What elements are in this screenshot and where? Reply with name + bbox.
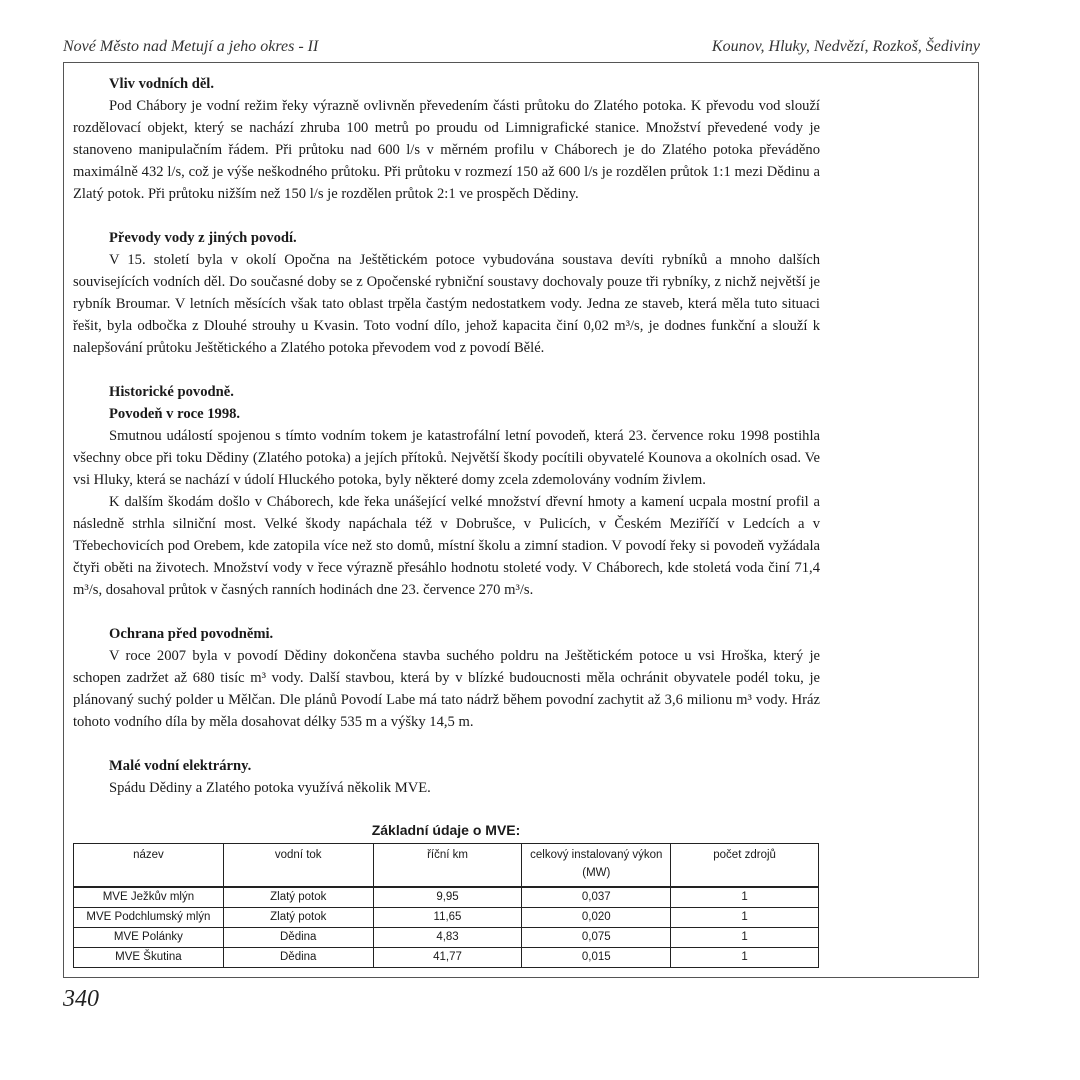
table-row	[74, 908, 819, 928]
table-cell: Dědina	[223, 928, 373, 948]
table-cell: 4,83	[373, 928, 522, 948]
column-header: říční km	[373, 844, 522, 888]
mve-table	[73, 843, 819, 968]
header-book-title: Nové Město nad Metují a jeho okres - II	[63, 38, 319, 55]
table-row	[74, 887, 819, 908]
paragraph: V roce 2007 byla v povodí Dědiny dokončena stavba suchého poldru na Ještětickém potoce u vsi Hroška, který je schopen zadržet až 680 tisíc m³ vody. Další stavbou, která by v blízké budoucnosti měla ochránit obyvatele podél toku, je plánovaný suchý polder u Mělčan. Dle plánů Povodí Labe má tato nádrž během povodní zachytit až 3,6 milionu m³ vody. Hráz tohoto vodního díla by měla dosahovat délky 535 m a výšky 14,5 m.	[73, 648, 820, 730]
paragraph: K dalším škodám došlo v Cháborech, kde řeka unášející velké množství dřevní hmoty a kamení ucpala mostní profil a následně strhla silniční most. Velké škody napáchala též v Dobrušce, v Pulicích, v Českém Meziříčí v Ledcích a v Třebechovicích pod Orebem, kde zatopila více než sto domů, místní školu a zimní stadion. V povodí řeky si povodeň vyžádala čtyři oběti na životech. Množství vody v řece výrazně přesáhlo hodnotu stoleté vody. V Cháborech, kde stoletá voda činí 71,4 m³/s, dosahoval průtok v časných ranních hodinách dne 23. července 270 m³/s.	[73, 494, 820, 598]
table-cell: 1	[671, 887, 819, 908]
paragraph: Smutnou událostí spojenou s tímto vodním tokem je katastrofální letní povodeň, která 23. července roku 1998 postihla všechny obce při toku Dědiny (Zlatého potoka) a jejích přítoků. Největší škody pocítili obyvatelé Kounova a okolních osad. Ve vsi Hluky, která se nachází v údolí Hluckého potoka, byly některé domy zcela zdemolovány vodním živlem.	[73, 428, 820, 488]
column-header: název	[74, 844, 224, 888]
table-row	[74, 928, 819, 948]
header-chapter-title: Kounov, Hluky, Nedvězí, Rozkoš, Šediviny	[711, 38, 980, 55]
table-cell: 0,015	[522, 948, 671, 968]
table-cell: MVE Podchlumský mlýn	[74, 908, 224, 928]
table-header-row	[74, 844, 819, 888]
section-vliv-vodnich-del	[73, 73, 820, 205]
section-prevody-vody	[73, 227, 820, 359]
section-heading: Historické povodně.	[109, 384, 234, 400]
table-cell: 1	[671, 928, 819, 948]
table-cell: Dědina	[223, 948, 373, 968]
section-heading: Malé vodní elektrárny.	[109, 758, 252, 774]
table-cell: MVE Polánky	[74, 928, 224, 948]
column-header: celkový instalovaný výkon (MW)	[522, 844, 671, 888]
paragraph: V 15. století byla v okolí Opočna na Ještětickém potoce vybudována soustava devíti rybníků a mnoho dalších souvisejících vodních děl. Do současné doby se z Opočenské rybniční soustavy dochovaly pouze tři rybníky, z nichž největší je rybník Broumar. V letních měsících však tato oblast trpěla častým nedostatkem vody. Jedna ze staveb, která měla tuto situaci řešit, byla odbočka z Dlouhé strouhy u Kvasin. Toto vodní dílo, jehož kapacita činí 0,02 m³/s, je dodnes funkční a slouží k nalepšování průtoku Ještětického a Zlatého potoka převodem vod z povodí Bělé.	[73, 252, 820, 356]
table-cell: 9,95	[373, 887, 522, 908]
running-head	[63, 38, 980, 60]
table-cell: 0,075	[522, 928, 671, 948]
column-header: vodní tok	[223, 844, 373, 888]
column-header: počet zdrojů	[671, 844, 819, 888]
section-heading: Vliv vodních děl.	[109, 76, 215, 92]
section-heading: Ochrana před povodněmi.	[109, 626, 274, 642]
section-heading: Převody vody z jiných povodí.	[109, 230, 297, 246]
paragraph: Pod Chábory je vodní režim řeky výrazně ovlivněn převedením části průtoku do Zlatého potoka. K převodu vod slouží rozdělovací objekt, který se nachází zhruba 100 metrů po proudu od Limnigrafické stanice. Množství převedené vody je stanoveno manipulačním řádem. Při průtoku nad 600 l/s v měrném profilu v Cháborech je do Zlatého potoka převáděno maximálně 432 l/s, což je výše neškodného průtoku. Při průtoku v rozmezí 150 až 600 l/s je rozdělen průtok 1:1 mezi Dědinu a Zlatý potok. Při průtoku nižším než 150 l/s je rozdělen průtok 2:1 ve prospěch Dědiny.	[73, 98, 820, 202]
table-title: Základní údaje o MVE:	[371, 822, 521, 838]
table-cell: 1	[671, 908, 819, 928]
section-historicke-povodne	[73, 381, 820, 601]
table-row	[74, 948, 819, 968]
table-cell: 41,77	[373, 948, 522, 968]
table-cell: Zlatý potok	[223, 887, 373, 908]
table-cell: Zlatý potok	[223, 908, 373, 928]
paragraph: Spádu Dědiny a Zlatého potoka využívá několik MVE.	[109, 780, 431, 796]
table-cell: 0,020	[522, 908, 671, 928]
section-ochrana-pred-povodnemi	[73, 623, 820, 733]
table-cell: 0,037	[522, 887, 671, 908]
table-cell: 1	[671, 948, 819, 968]
table-cell: 11,65	[373, 908, 522, 928]
section-male-vodni-elektrarny	[73, 755, 820, 799]
table-cell: MVE Škutina	[74, 948, 224, 968]
page-number: 340	[63, 986, 99, 1012]
section-subheading: Povodeň v roce 1998.	[109, 406, 241, 422]
table-cell: MVE Ježkův mlýn	[74, 887, 224, 908]
body-text	[73, 73, 820, 799]
